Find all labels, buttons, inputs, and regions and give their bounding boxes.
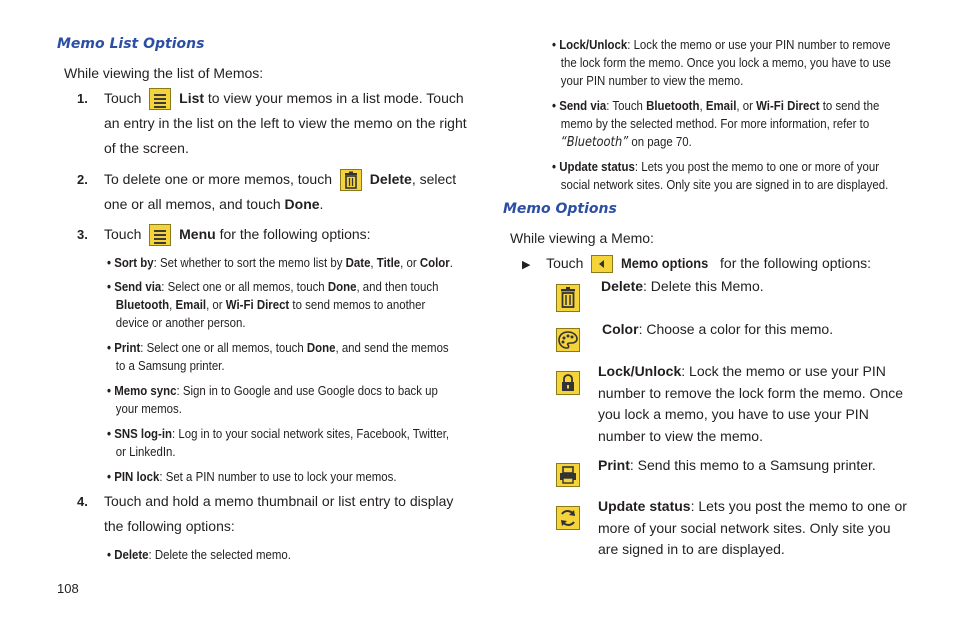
bullet-lock-unlock: • Lock/Unlock: Lock the memo or use your PIN number to remove the lock form the memo. Once you lock a memo, you have to use your PIN number to view the memo. (552, 37, 891, 88)
bullet-bold: Date (345, 255, 371, 270)
bullet-bold: Done (306, 340, 336, 355)
step-text: an entry in the list on the left to view the memo on the right (104, 115, 467, 131)
option-label: Lock/Unlock (598, 363, 682, 379)
bullet-text: : Lock the memo or use your PIN number to remove (627, 37, 891, 52)
bullet-bold: Bluetooth (115, 297, 170, 312)
bullet-text: : Set whether to sort the memo list by (153, 255, 346, 270)
bullet-label: Delete (114, 547, 149, 562)
section-heading-memo-options: Memo Options (503, 201, 617, 217)
bullet-text: to a Samsung printer. (115, 358, 225, 373)
intro-text: While viewing a Memo: (510, 230, 654, 246)
bullet-text: : Lets you post the memo to one or more of your (634, 159, 880, 174)
step-text: for the following options: (720, 255, 872, 271)
section-heading-memo-list-options: Memo List Options (57, 36, 205, 52)
option-text: : Delete this Memo. (643, 278, 764, 294)
bullet-bold: Bluetooth (646, 98, 700, 113)
bullet-text: . (449, 255, 453, 270)
step-bold: Done (284, 196, 320, 212)
bullet-bold: Wi-Fi Direct (225, 297, 290, 312)
option-text: number to remove the lock form the memo. Once (598, 384, 904, 401)
trash-icon (340, 169, 362, 191)
step-text: to view your memos in a list mode. Touch (207, 90, 464, 106)
step-text: the following options: (104, 518, 235, 534)
step-text: for the following options: (219, 226, 371, 242)
step-number: 4. (77, 494, 88, 509)
trash-icon (556, 284, 580, 312)
bullet-text: , or (400, 255, 420, 270)
option-text: are signed in to are displayed. (598, 541, 785, 557)
bullet-text: , and then touch (356, 279, 439, 294)
bullet-print: • Print: Select one or all memos, touch Done, and send the memos to a Samsung printer. (107, 340, 449, 373)
option-update-status (598, 496, 907, 561)
bullet-delete: • Delete: Delete the selected memo. (107, 547, 291, 562)
step-text: Touch (104, 226, 142, 242)
bullet-text: : Log in to your social network sites, Facebook, Twitter, (172, 426, 450, 441)
option-print (598, 453, 876, 478)
bullet-label: Send via (114, 279, 162, 294)
bullet-bold: Email (175, 297, 207, 312)
option-text: you lock a memo, you have to use your PIN (598, 406, 869, 422)
option-text: : Choose a color for this memo. (638, 321, 834, 337)
memo-options-icon (591, 255, 613, 273)
bullet-bold: Email (705, 98, 737, 113)
bullet-sort-by: • Sort by: Set whether to sort the memo list by Date, Title, or Color. (107, 255, 453, 270)
option-color (602, 317, 833, 342)
bullet-text: social network sites. Only site you are signed in to are displayed. (560, 177, 889, 192)
bullet-update-status-right: • Update status: Lets you post the memo to one or more of your social network sites. Only site you are signed in to are displayed. (552, 159, 889, 192)
bullet-text: , or (736, 98, 757, 113)
bullet-text: , (699, 98, 706, 113)
bullet-label: Sort by (114, 255, 154, 270)
option-label: Color (602, 321, 639, 337)
bullet-text: memo by the selected method. For more information, refer to (560, 116, 870, 131)
bullet-send-via: • Send via: Select one or all memos, touch Done, and then touch Bluetooth, Email, or Wi-Fi Direct to send memos to another device or another person. (107, 279, 439, 330)
bullet-text: : Sign in to Google and use Google docs to back up (176, 383, 438, 398)
bullet-text: , (169, 297, 176, 312)
step-text: Touch (104, 90, 142, 106)
bullet-text: your PIN number to view the memo. (560, 73, 744, 88)
bullet-label: PIN lock (114, 469, 160, 484)
bullet-bold: Wi-Fi Direct (756, 98, 820, 113)
menu-icon (149, 224, 171, 246)
step-text: . (319, 196, 324, 212)
link-bluetooth[interactable]: “Bluetooth” (560, 135, 629, 150)
bullet-text: or LinkedIn. (115, 444, 176, 459)
option-text: number to view the memo. (598, 427, 763, 444)
option-text: : Lets you post the memo to one or (690, 498, 907, 514)
step-text: Touch (546, 255, 584, 271)
step-bold: Delete (369, 171, 412, 187)
bullet-label: Update status (559, 159, 635, 174)
step-number: 1. (77, 91, 88, 106)
refresh-icon (556, 506, 580, 530)
bullet-bold: Done (327, 279, 357, 294)
step-text: one or all memos, and touch (104, 196, 281, 212)
bullet-text: device or another person. (115, 315, 246, 330)
bullet-text: the lock form the memo. Once you lock a memo, you have to use (560, 55, 891, 70)
bullet-label: Lock/Unlock (559, 37, 628, 52)
bullet-text: to send memos to another (289, 297, 426, 312)
intro-text: While viewing the list of Memos: (64, 65, 264, 81)
bullet-text: : Set a PIN number to use to lock your memos. (159, 469, 397, 484)
bullet-pin-lock: • PIN lock: Set a PIN number to use to lock your memos. (107, 469, 397, 484)
step-text: To delete one or more memos, touch (104, 171, 333, 187)
option-label: Print (598, 457, 630, 473)
arrow-bullet-icon: ▶ (522, 259, 531, 271)
bullet-sns-login: • SNS log-in: Log in to your social network sites, Facebook, Twitter, or LinkedIn. (107, 426, 450, 459)
option-text: : Send this memo to a Samsung printer. (629, 457, 876, 473)
option-text: more of your social network sites. Only site you (598, 519, 891, 536)
bullet-text: , and send the memos (335, 340, 449, 355)
bullet-bold: Color (419, 255, 450, 270)
step-text: , select (411, 171, 457, 187)
step-bold: Memo options (621, 255, 709, 271)
option-label: Update status (598, 498, 691, 514)
option-delete (601, 274, 764, 299)
bullet-label: Send via (559, 98, 607, 113)
step-bold: Menu (179, 226, 216, 242)
bullet-text: : Select one or all memos, touch (161, 279, 328, 294)
option-text: : Lock the memo or use your PIN (681, 363, 886, 379)
bullet-text: your memos. (115, 401, 182, 416)
bullet-label: Memo sync (114, 383, 177, 398)
page-number: 108 (57, 581, 79, 596)
bullet-text: , or (206, 297, 226, 312)
bullet-bold: Title (376, 255, 401, 270)
bullet-text: to send the (819, 98, 880, 113)
bullet-text: : Delete the selected memo. (148, 547, 291, 562)
step-text: of the screen. (104, 140, 189, 156)
step-text: Touch and hold a memo thumbnail or list entry to display (104, 493, 454, 509)
bullet-memo-sync: • Memo sync: Sign in to Google and use Google docs to back up your memos. (107, 383, 438, 416)
option-lock-unlock (598, 361, 903, 447)
list-icon (149, 88, 171, 110)
step-number: 3. (77, 227, 88, 242)
bullet-text: , (370, 255, 377, 270)
bullet-label: Print (114, 340, 141, 355)
bullet-text: : Touch (606, 98, 647, 113)
bullet-label: SNS log-in (114, 426, 173, 441)
bullet-text: on page 70. (628, 134, 692, 149)
palette-icon (556, 328, 580, 352)
bullet-send-via-right: • Send via: Touch Bluetooth, Email, or Wi-Fi Direct to send the memo by the selected method. For more information, refer to “Bluetooth” on page 70. (552, 98, 880, 150)
step-number: 2. (77, 172, 88, 187)
step-bold: List (179, 90, 205, 106)
bullet-text: : Select one or all memos, touch (140, 340, 307, 355)
printer-icon (556, 463, 580, 487)
option-label: Delete (601, 278, 644, 294)
lock-icon (556, 371, 580, 395)
